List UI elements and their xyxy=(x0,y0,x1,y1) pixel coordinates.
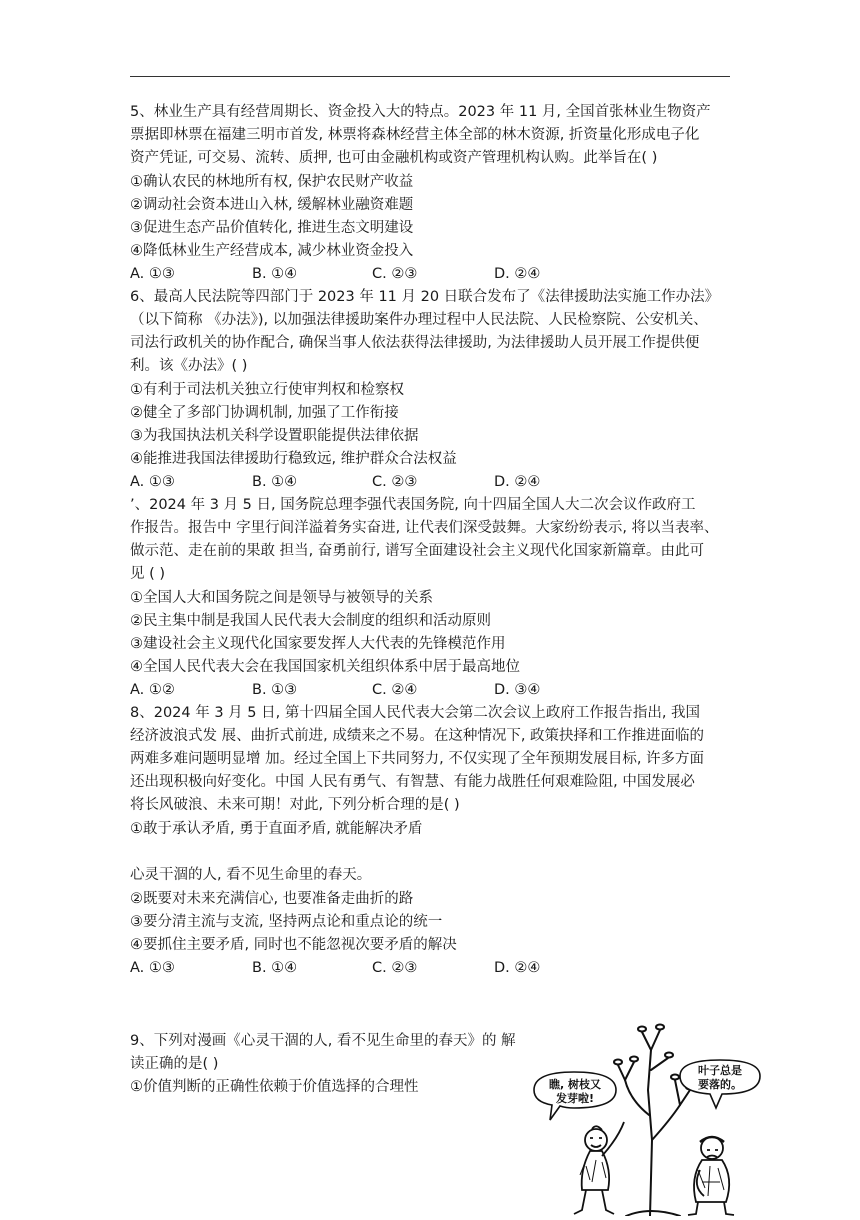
statement-item: ①确认农民的林地所有权, 保护农民财产收益 xyxy=(130,174,414,190)
stray-caption: 心灵干涸的人, 看不见生命里的春天。 xyxy=(130,867,372,883)
option-d: D. ②④ xyxy=(494,474,541,490)
option-a: A. ①③ xyxy=(130,474,175,490)
header-rule xyxy=(130,76,730,77)
bubble-right-line-1: 叶子总是 xyxy=(698,1064,742,1077)
option-c: C. ②③ xyxy=(372,474,418,490)
statement-item: ④要抓住主要矛盾, 同时也不能忽视次要矛盾的解决 xyxy=(130,937,457,953)
speech-bubble-right xyxy=(680,1060,760,1108)
option-d: D. ③④ xyxy=(494,682,541,698)
question-text: ’、2024 年 3 月 5 日, 国务院总理李强代表国务院, 向十四届全国人大二次会议作政府工 xyxy=(130,497,696,513)
happy-person-icon xyxy=(574,1122,624,1214)
question-text: 票据即林票在福建三明市首发, 林票将森林经营主体全部的林木资源, 折资量化形成电子化 xyxy=(130,127,700,143)
bubble-left-line-1: 瞧, 树枝又 xyxy=(548,1078,602,1091)
option-b: B. ①④ xyxy=(252,266,298,282)
cartoon-illustration xyxy=(530,1010,770,1216)
statement-item: ③促进生态产品价值转化, 推进生态文明建设 xyxy=(130,220,414,236)
question-text: 将长风破浪、未来可期！对此, 下列分析合理的是( ) xyxy=(130,797,460,813)
question-text: 9、下列对漫画《心灵干涸的人, 看不见生命里的春天》的 解 xyxy=(130,1033,516,1049)
statement-item: ①全国人大和国务院之间是领导与被领导的关系 xyxy=(130,590,433,606)
question-text: 两难多难问题明显增 加。经过全国上下共同努力, 不仅实现了全年预期发展目标, 许多方面 xyxy=(130,751,705,767)
option-b: B. ①④ xyxy=(252,960,298,976)
option-a: A. ①③ xyxy=(130,266,175,282)
statement-item: ③为我国执法机关科学设置职能提供法律依据 xyxy=(130,428,419,444)
bubble-right-line-2: 要落的。 xyxy=(698,1078,742,1091)
sad-person-icon xyxy=(688,1137,734,1215)
question-text: 经济波浪式发 展、曲折式前进, 成绩来之不易。在这种情况下, 政策抉择和工作推进面临的 xyxy=(130,728,705,744)
question-text: （以下简称 《办法》), 以加强法律援助案件办理过程中人民法院、人民检察院、公安机关、 xyxy=(130,312,708,328)
question-text: 6、最高人民法院等四部门于 2023 年 11 月 20 日联合发布了《法律援助法实施工作办法》 xyxy=(130,289,720,305)
option-b: B. ①③ xyxy=(252,682,298,698)
statement-item: ④降低林业生产经营成本, 减少林业资金投入 xyxy=(130,243,414,259)
speech-bubble-left xyxy=(534,1072,616,1120)
option-c: C. ②④ xyxy=(372,682,418,698)
option-c: C. ②③ xyxy=(372,266,418,282)
option-c: C. ②③ xyxy=(372,960,418,976)
statement-item: ②民主集中制是我国人民代表大会制度的组织和活动原则 xyxy=(130,613,491,629)
option-b: B. ①④ xyxy=(252,474,298,490)
statement-item: ③建设社会主义现代化国家要发挥人大代表的先锋模范作用 xyxy=(130,636,506,652)
question-text: 司法行政机关的协作配合, 确保当事人依法获得法律援助, 为法律援助人员开展工作提供便 xyxy=(130,335,700,351)
tree-icon xyxy=(614,1025,694,1217)
question-text: 利。该《办法》( ) xyxy=(130,358,248,374)
option-d: D. ②④ xyxy=(494,266,541,282)
question-text: 见 ( ) xyxy=(130,566,166,582)
statement-item: ④能推进我国法律援助行稳致远, 维护群众合法权益 xyxy=(130,451,457,467)
bubble-left-line-2: 发芽啦! xyxy=(555,1092,595,1105)
option-a: A. ①② xyxy=(130,682,175,698)
question-text: 读正确的是( ) xyxy=(130,1056,219,1072)
option-a: A. ①③ xyxy=(130,960,175,976)
statement-item: ③要分清主流与支流, 坚持两点论和重点论的统一 xyxy=(130,914,443,930)
question-text: 资产凭证, 可交易、流转、质押, 也可由金融机构或资产管理机构认购。此举旨在( ) xyxy=(130,150,658,166)
question-text: 5、林业生产具有经营周期长、资金投入大的特点。2023 年 11 月, 全国首张林业生物资产 xyxy=(130,104,711,120)
statement-item: ①价值判断的正确性依赖于价值选择的合理性 xyxy=(130,1079,419,1095)
statement-item: ④全国人民代表大会在我国国家机关组织体系中居于最高地位 xyxy=(130,659,520,675)
question-text: 做示范、走在前的果敢 担当, 奋勇前行, 谱写全面建设社会主义现代化国家新篇章。由此可 xyxy=(130,543,705,559)
statement-item: ①敢于承认矛盾, 勇于直面矛盾, 就能解决矛盾 xyxy=(130,821,423,837)
question-text: 作报告。报告中 字里行间洋溢着务实奋进, 让代表们深受鼓舞。大家纷纷表示, 将以当表率、 xyxy=(130,520,719,536)
question-text: 8、2024 年 3 月 5 日, 第十四届全国人民代表大会第二次会议上政府工作报告指出, 我国 xyxy=(130,705,701,721)
option-d: D. ②④ xyxy=(494,960,541,976)
question-text: 还出现积极向好变化。中国 人民有勇气、有智慧、有能力战胜任何艰难险阻, 中国发展必 xyxy=(130,774,695,790)
statement-item: ②调动社会资本进山入林, 缓解林业融资难题 xyxy=(130,197,414,213)
statement-item: ①有利于司法机关独立行使审判权和检察权 xyxy=(130,382,404,398)
statement-item: ②既要对未来充满信心, 也要准备走曲折的路 xyxy=(130,891,414,907)
statement-item: ②健全了多部门协调机制, 加强了工作衔接 xyxy=(130,405,399,421)
